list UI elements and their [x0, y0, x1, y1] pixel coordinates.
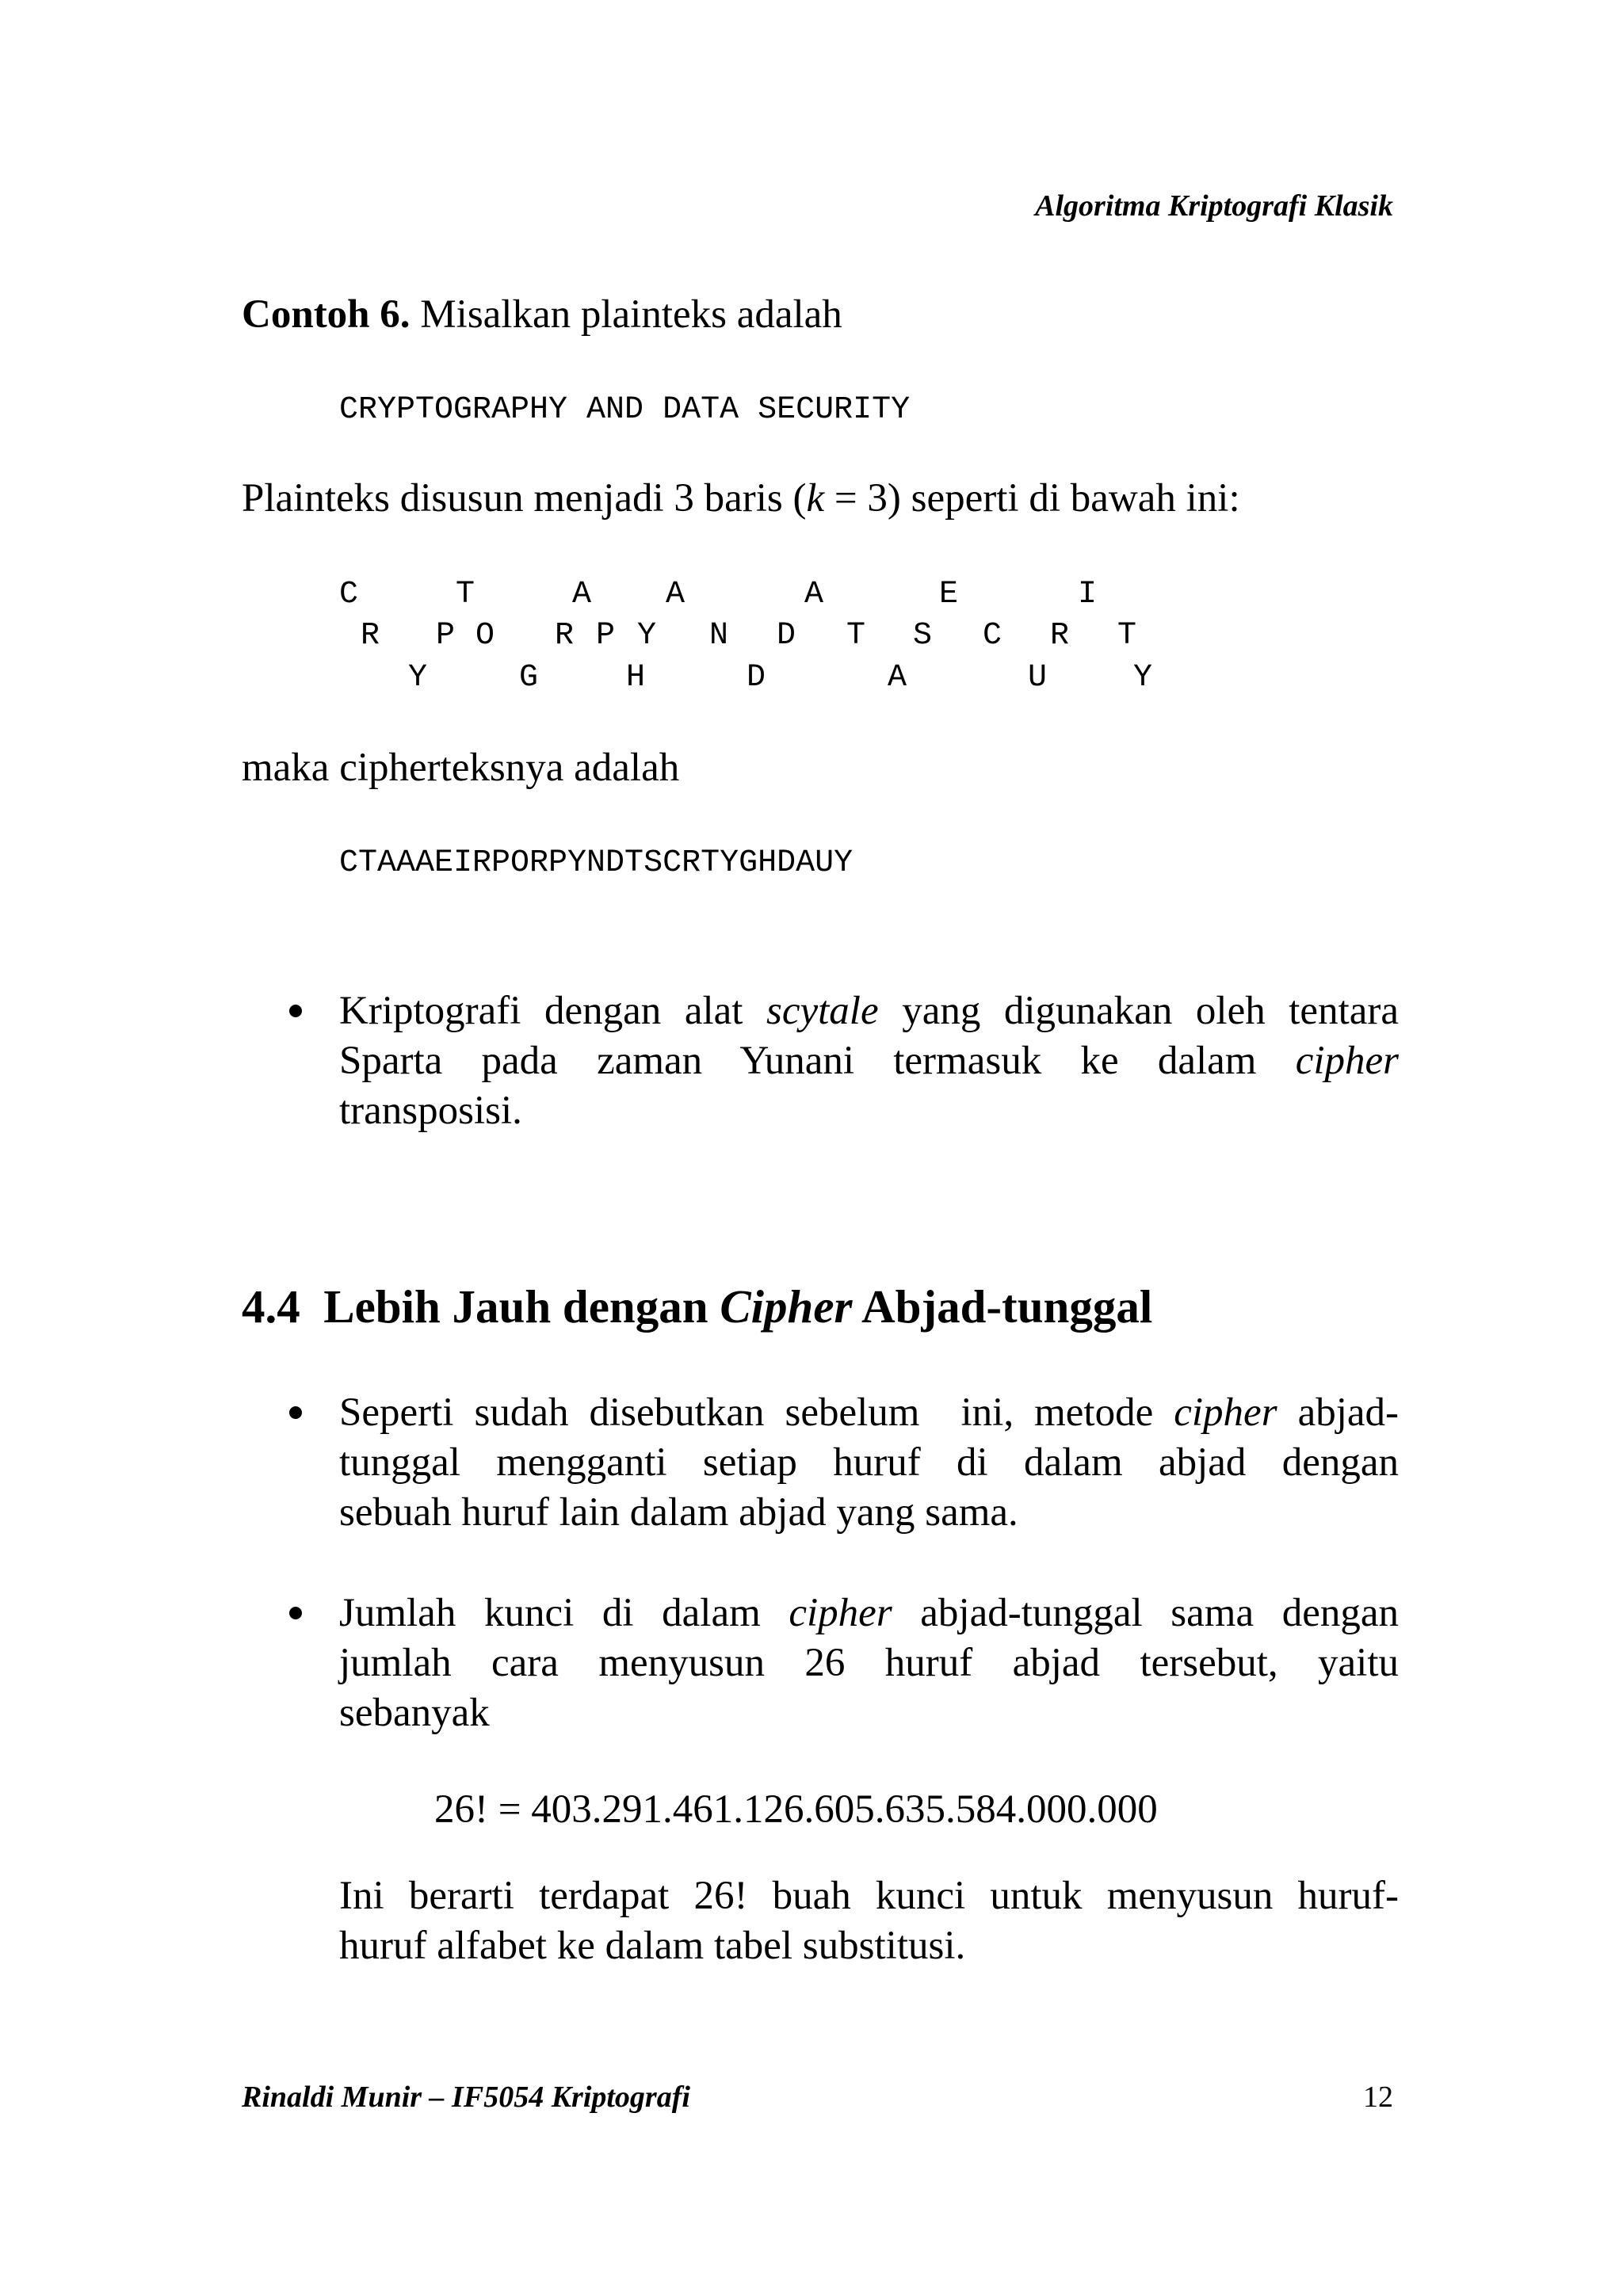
- text-run: Lebih Jauh dengan: [323, 1280, 720, 1333]
- mono-line-2: tunggal mengganti setiap huruf di dalam abjad dengan: [339, 1440, 1399, 1485]
- rail-row-2-letter: T: [846, 618, 866, 654]
- section-number: 4.4: [242, 1280, 300, 1333]
- cipher-intro: maka cipherteksnya adalah: [242, 746, 680, 790]
- rail-row-2-letter: R: [1050, 618, 1070, 654]
- mono-line-1: [339, 1388, 1399, 1438]
- scytale-line-3: transposisi.: [339, 1089, 522, 1133]
- cipher-term: Cipher: [720, 1280, 853, 1333]
- rail-row-3-letter: Y: [408, 660, 428, 696]
- example-intro: Misalkan plainteks adalah: [420, 292, 842, 337]
- bullet-dot: [289, 1406, 302, 1419]
- rail-row-2-letter: S: [913, 618, 933, 654]
- bullet-key-count-text: [339, 1589, 1399, 1738]
- rail-row-3-letter: Y: [1133, 660, 1153, 696]
- text-run: abjad-: [1277, 1390, 1399, 1435]
- text-run: yang digunakan oleh tentara: [878, 989, 1399, 1033]
- scytale-line-1: [339, 986, 1399, 1036]
- section-heading: [242, 1280, 1152, 1334]
- cipher-term: cipher: [789, 1591, 892, 1635]
- mono-line-3: sebuah huruf lain dalam abjad yang sama.: [339, 1490, 1018, 1535]
- rail-row-2-letter: P: [596, 618, 616, 654]
- keys-line-1: [339, 1589, 1399, 1638]
- rail-row-3-letter: G: [519, 660, 539, 696]
- rail-row-2-letter: P: [436, 618, 456, 654]
- rail-row-3-letter: D: [747, 660, 766, 696]
- rail-row-2-letter: D: [777, 618, 796, 654]
- running-header: Algoritma Kriptografi Klasik: [1035, 189, 1393, 223]
- arrangement-text-2: = 3) seperti di bawah ini:: [824, 476, 1240, 521]
- rail-row-3-letter: H: [626, 660, 646, 696]
- rail-row-1-letter: A: [804, 577, 824, 612]
- rail-row-2-letter: C: [983, 618, 1002, 654]
- page-number: 12: [1363, 2081, 1393, 2114]
- footer-author-course: Rinaldi Munir – IF5054 Kriptografi: [242, 2081, 690, 2114]
- example-label: Contoh 6.: [242, 292, 411, 337]
- rail-row-2-letter: O: [475, 618, 495, 654]
- rail-row-1-letter: A: [666, 577, 685, 612]
- rail-row-2-letter: Y: [637, 618, 657, 654]
- conclusion-paragraph: [339, 1871, 1399, 1971]
- keys-line-3: sebanyak: [339, 1691, 490, 1735]
- bullet-monoalphabetic-text: [339, 1388, 1399, 1538]
- rail-row-2-letter: N: [709, 618, 729, 654]
- rail-row-1-letter: T: [456, 577, 475, 612]
- conclusion-line-2: huruf alfabet ke dalam tabel substitusi.: [339, 1924, 966, 1968]
- keys-line-2: jumlah cara menyusun 26 huruf abjad tersebut, yaitu: [339, 1641, 1399, 1685]
- text-run: Kriptografi dengan alat: [339, 989, 767, 1033]
- text-run: Seperti sudah disebutkan sebelum ini, metode: [339, 1390, 1174, 1435]
- rail-row-1-letter: A: [572, 577, 592, 612]
- rail-row-3-letter: U: [1028, 660, 1048, 696]
- conclusion-line-1: Ini berarti terdapat 26! buah kunci untuk menyusun huruf-: [339, 1874, 1399, 1918]
- arrangement-text-1: Plainteks disusun menjadi 3 baris (: [242, 476, 807, 521]
- text-run: Sparta pada zaman Yunani termasuk ke dalam: [339, 1039, 1296, 1083]
- scytale-term: scytale: [766, 989, 879, 1033]
- rail-row-2-letter: R: [361, 618, 380, 654]
- bullet-scytale-text: [339, 986, 1399, 1136]
- example-heading: [242, 292, 842, 338]
- plaintext-code: CRYPTOGRAPHY AND DATA SECURITY: [339, 392, 911, 428]
- factorial-equation: 26! = 403.291.461.126.605.635.584.000.000: [434, 1787, 1158, 1832]
- text-run: Abjad-tunggal: [852, 1280, 1153, 1333]
- rail-row-2-letter: T: [1117, 618, 1137, 654]
- cipher-term: cipher: [1174, 1390, 1277, 1435]
- rail-row-1-letter: I: [1078, 577, 1098, 612]
- rail-row-1-letter: E: [939, 577, 959, 612]
- arrangement-sentence: [242, 475, 1240, 521]
- rail-row-2-letter: R: [555, 618, 575, 654]
- ciphertext-code: CTAAAEIRPORPYNDTSCRTYGHDAUY: [339, 845, 854, 881]
- bullet-dot: [289, 1607, 302, 1619]
- text-run: Jumlah kunci di dalam: [339, 1591, 789, 1635]
- scytale-line-2: [339, 1036, 1399, 1086]
- rail-row-3-letter: A: [888, 660, 907, 696]
- cipher-term: cipher: [1295, 1039, 1399, 1083]
- k-variable: k: [806, 476, 825, 521]
- rail-row-1-letter: C: [339, 577, 359, 612]
- text-run: abjad-tunggal sama dengan: [892, 1591, 1399, 1635]
- bullet-dot: [289, 1005, 302, 1017]
